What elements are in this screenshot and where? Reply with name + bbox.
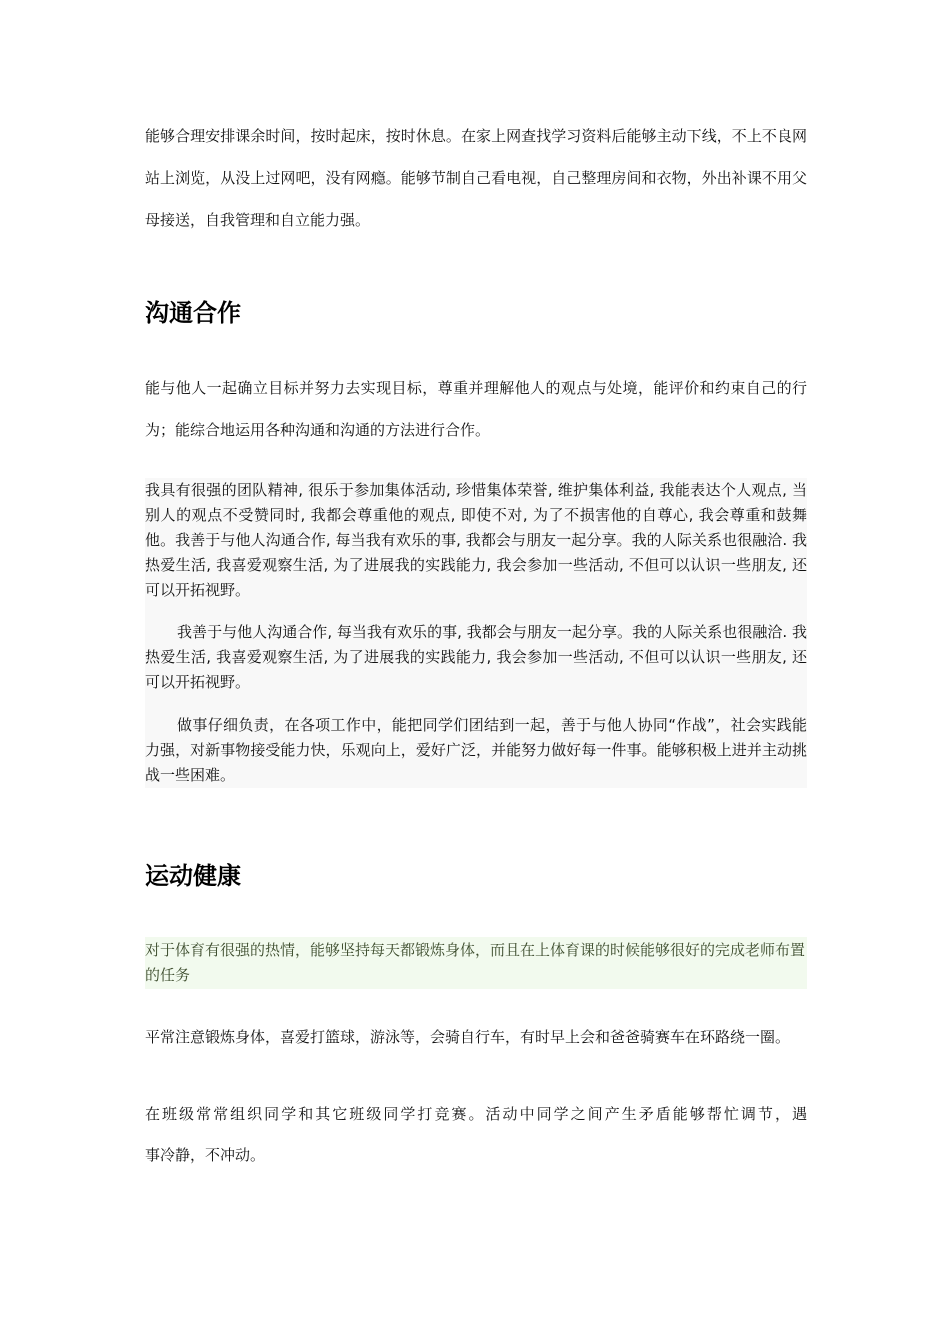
section-heading-communication: 沟通合作 <box>145 299 241 327</box>
communication-summary: 能与他人一起确立目标并努力去实现目标，尊重并理解他人的观点与处境，能评价和约束自己的行为；能综合地运用各种沟通和沟通的方法进行合作。 <box>145 379 807 439</box>
quote-paragraph-1: 我具有很强的团队精神, 很乐于参加集体活动, 珍惜集体荣誉, 维护集体利益, 我能表达个人观点, 当别人的观点不受赞同时, 我都会尊重他的观点, 即使不对, 为了不损害他的自尊心, 我会尊重和鼓舞他。我善于与他人沟通合作, 每当我有欢乐的事, 我都会与朋友一起分享。我的人际关系也很融洽. 我热爱生活, 我喜爱观察生活, 为了进展我的实践能力, 我会参加一些活动, 不但可以认识一些朋友, 还可以开拓视野。 <box>145 481 807 599</box>
sports-paragraph-2-line-2: 事冷静，不冲动。 <box>145 1146 266 1164</box>
section-heading-sports: 运动健康 <box>145 862 241 890</box>
quote-paragraph-3: 做事仔细负责，在各项工作中，能把同学们团结到一起，善于与他人协同“作战”，社会实践能力强，对新事物接受能力快，乐观向上，爱好广泛，并能努力做好每一件事。能够积极上进并主动挑战一些困难。 <box>145 716 807 784</box>
quote-paragraph-2: 我善于与他人沟通合作, 每当我有欢乐的事, 我都会与朋友一起分享。我的人际关系也很融洽. 我热爱生活, 我喜爱观察生活, 为了进展我的实践能力, 我会参加一些活动, 不但可以认识一些朋友, 还可以开拓视野。 <box>145 623 807 691</box>
sports-highlight: 对于体育有很强的热情，能够坚持每天都锻炼身体，而且在上体育课的时候能够很好的完成老师布置的任务 <box>145 941 806 984</box>
sports-paragraph-2-line-1: 在班级常常组织同学和其它班级同学打竞赛。活动中同学之间产生矛盾能够帮忙调节，遇 <box>145 1105 807 1123</box>
intro-paragraph: 能够合理安排课余时间，按时起床，按时休息。在家上网查找学习资料后能够主动下线，不上不良网站上浏览，从没上过网吧，没有网瘾。能够节制自己看电视，自己整理房间和衣物，外出补课不用父母接送，自我管理和自立能力强。 <box>145 127 807 229</box>
sports-paragraph-1: 平常注意锻炼身体，喜爱打篮球，游泳等，会骑自行车，有时早上会和爸爸骑赛车在环路绕一圈。 <box>145 1028 791 1046</box>
